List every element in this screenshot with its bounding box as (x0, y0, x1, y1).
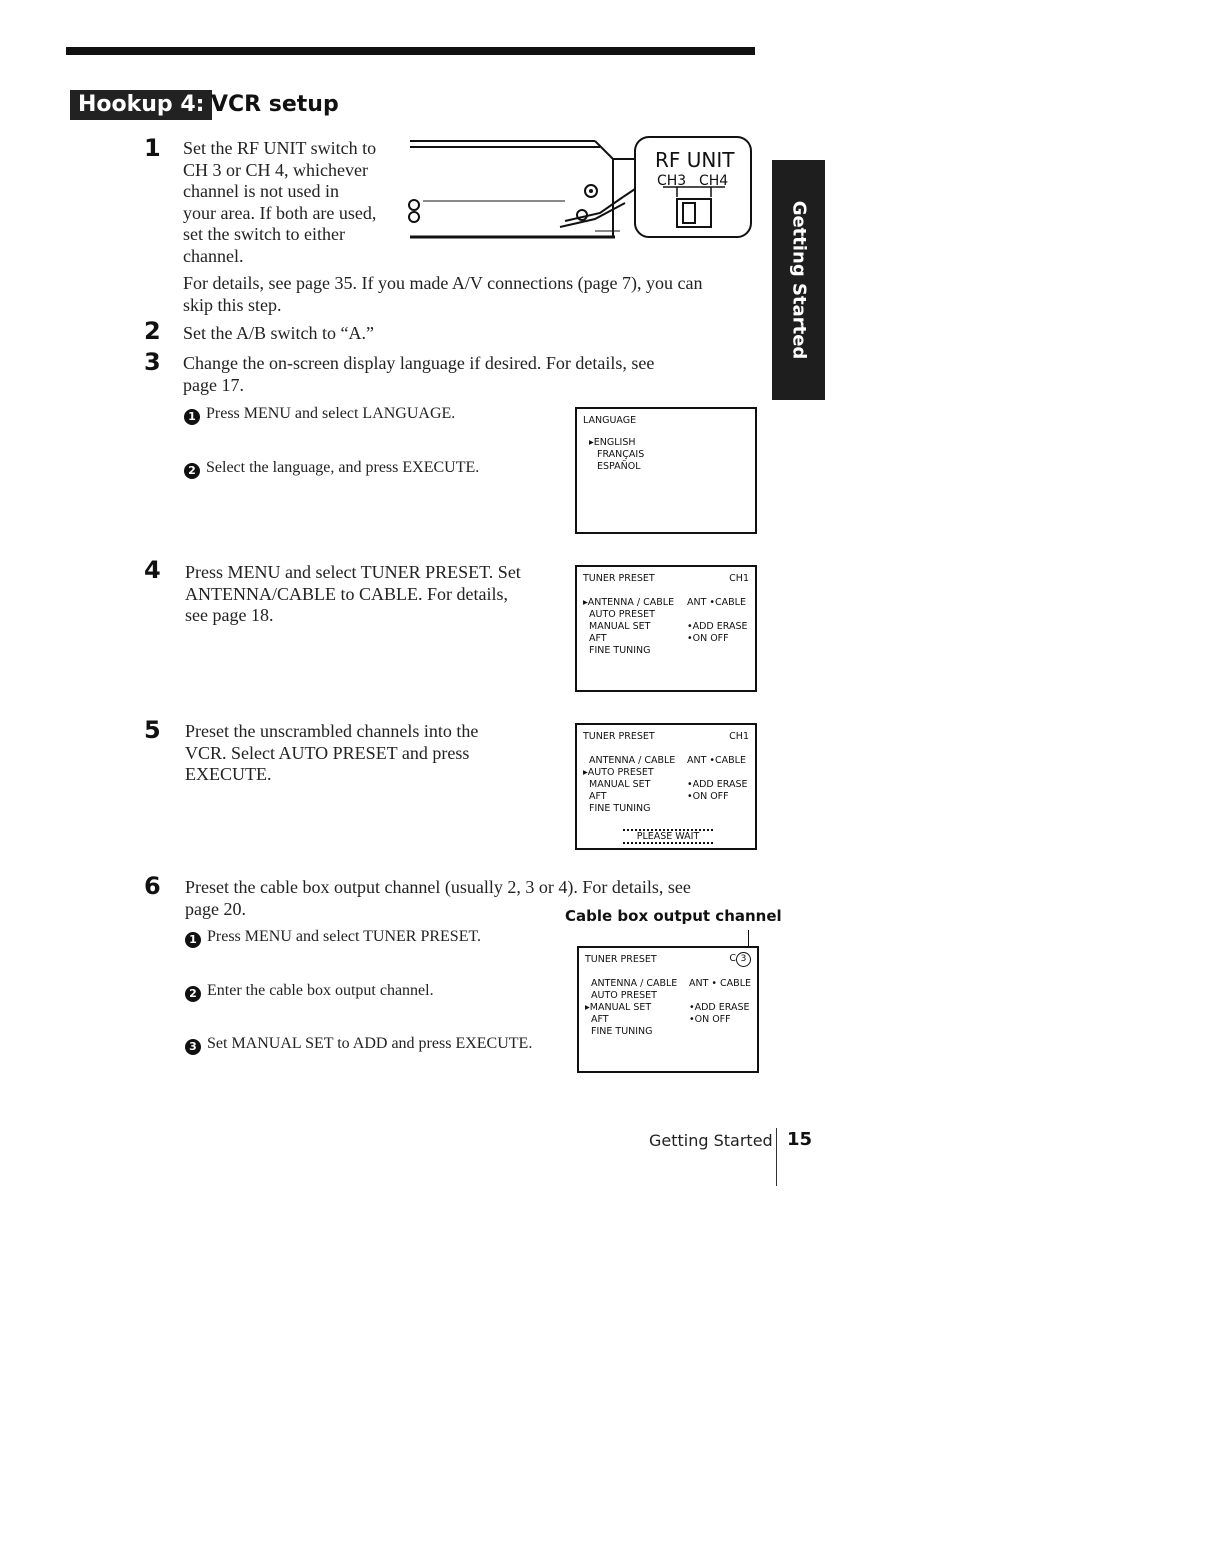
menu-row (583, 767, 749, 779)
menu-value: ANT •CABLE (687, 597, 746, 608)
menu-label: ▸AUTO PRESET (583, 767, 654, 778)
menu-row (591, 1026, 751, 1038)
rf-ch4-label: CH4 (699, 173, 729, 189)
substep-label: Select the language, and press EXECUTE. (206, 459, 480, 476)
menu-row (589, 609, 749, 621)
menu-label: AFT (591, 1014, 609, 1025)
language-item: ESPAÑOL (597, 461, 641, 472)
language-item: ▸ENGLISH (589, 437, 636, 448)
step-2-text: Set the A/B switch to “A.” (183, 323, 374, 343)
substep-label: Press MENU and select TUNER PRESET. (207, 928, 482, 945)
hookup-badge: Hookup 4: (70, 90, 212, 120)
text-line: EXECUTE. (185, 764, 272, 784)
footer-section-label: Getting Started (649, 1131, 773, 1150)
page-number: 15 (787, 1129, 813, 1150)
text-line: VCR. Select AUTO PRESET and press (185, 742, 470, 763)
substep-text (185, 1034, 532, 1055)
channel-prefix: C (729, 953, 736, 964)
step-1-text (183, 138, 413, 267)
menu-value: ANT •CABLE (687, 755, 746, 766)
text-line: Change the on-screen display language if desired. For details, see (183, 353, 655, 373)
bullet-icon: 3 (185, 1039, 201, 1055)
step-5-text (185, 721, 555, 786)
tuner-preset-screen-antenna (575, 565, 757, 692)
channel-indicator: CH1 (729, 573, 749, 584)
step-number: 2 (144, 317, 161, 345)
menu-row (589, 633, 749, 645)
menu-label: ▸MANUAL SET (585, 1002, 652, 1013)
menu-row (585, 1002, 751, 1014)
menu-row (589, 803, 749, 815)
screen-title: TUNER PRESET (583, 573, 655, 584)
menu-value: •ADD ERASE (687, 621, 748, 632)
text-line: CH 3 or CH 4, whichever (183, 159, 368, 180)
text-line: channel. (183, 245, 244, 266)
cable-box-callout: Cable box output channel (565, 907, 782, 925)
substep-text (184, 404, 455, 425)
menu-label: ▸ANTENNA / CABLE (583, 597, 675, 608)
please-wait-banner: PLEASE WAIT (623, 829, 713, 844)
top-rule (66, 47, 755, 55)
screen-title: TUNER PRESET (585, 954, 657, 965)
footer-divider (776, 1128, 777, 1186)
menu-value: •ON OFF (687, 633, 729, 644)
substep-label: Set MANUAL SET to ADD and press EXECUTE. (207, 1035, 533, 1052)
menu-label: MANUAL SET (589, 621, 651, 632)
step-1-details (183, 273, 763, 316)
step-4-text (185, 562, 555, 627)
substep-label: Enter the cable box output channel. (207, 982, 434, 999)
menu-value: •ON OFF (687, 791, 729, 802)
text-line: channel is not used in (183, 181, 339, 201)
section-title: VCR setup (211, 92, 339, 117)
text-line: For details, see page 35. If you made A/V connections (page 7), you can (183, 273, 703, 293)
substep-label: Press MENU and select LANGUAGE. (206, 405, 456, 422)
menu-label: FINE TUNING (589, 803, 651, 814)
text-line: page 17. (183, 374, 244, 395)
menu-value: •ADD ERASE (689, 1002, 750, 1013)
menu-row (589, 645, 749, 657)
step-number: 6 (144, 872, 161, 900)
menu-label: FINE TUNING (589, 645, 651, 656)
menu-value: ANT • CABLE (689, 978, 751, 989)
menu-label: ANTENNA / CABLE (589, 755, 676, 766)
menu-value: •ON OFF (689, 1014, 731, 1025)
step-number: 5 (144, 716, 161, 744)
menu-row (591, 1014, 751, 1026)
menu-row (589, 755, 749, 767)
text-line: Preset the cable box output channel (usually 2, 3 or 4). For details, see (185, 877, 691, 897)
menu-label: AUTO PRESET (591, 990, 657, 1001)
language-list (589, 437, 644, 473)
rf-unit-diagram (395, 133, 757, 243)
text-line: set the switch to either (183, 224, 345, 244)
text-line: page 20. (185, 898, 246, 919)
text-line: see page 18. (185, 605, 274, 625)
language-menu-screen (575, 407, 757, 534)
tuner-preset-screen-auto (575, 723, 757, 850)
substep-text (185, 927, 481, 948)
text-line: ANTENNA/CABLE to CABLE. For details, (185, 583, 508, 604)
tuner-preset-screen-manual (577, 946, 759, 1073)
bullet-icon: 1 (184, 409, 200, 425)
menu-label: ANTENNA / CABLE (591, 978, 678, 989)
channel-digit-circled: 3 (736, 952, 751, 967)
screen-title: TUNER PRESET (583, 731, 655, 742)
text-line: skip this step. (183, 294, 282, 315)
substep-text (184, 458, 479, 479)
text-line: Preset the unscrambled channels into the (185, 721, 479, 741)
rf-unit-label: RF UNIT (655, 148, 735, 172)
channel-indicator (729, 952, 751, 967)
channel-indicator: CH1 (729, 731, 749, 742)
menu-row (589, 779, 749, 791)
menu-row (589, 621, 749, 633)
menu-value: •ADD ERASE (687, 779, 748, 790)
bullet-icon: 2 (185, 986, 201, 1002)
text-line: Set the RF UNIT switch to (183, 138, 377, 158)
menu-row (589, 791, 749, 803)
step-3-text (183, 353, 763, 396)
menu-label: FINE TUNING (591, 1026, 653, 1037)
rf-ch3-label: CH3 (657, 173, 687, 189)
bullet-icon: 2 (184, 463, 200, 479)
bullet-icon: 1 (185, 932, 201, 948)
language-item: FRANÇAIS (597, 449, 645, 460)
step-number: 4 (144, 556, 161, 584)
menu-label: AUTO PRESET (589, 609, 655, 620)
menu-label: AFT (589, 791, 607, 802)
text-line: your area. If both are used, (183, 202, 377, 223)
step-number: 1 (144, 134, 161, 162)
menu-row (591, 990, 751, 1002)
menu-label: MANUAL SET (589, 779, 651, 790)
menu-row (591, 978, 751, 990)
side-tab (772, 160, 825, 400)
screen-title: LANGUAGE (583, 415, 637, 426)
step-number: 3 (144, 348, 161, 376)
menu-row (583, 597, 749, 609)
menu-label: AFT (589, 633, 607, 644)
text-line: Press MENU and select TUNER PRESET. Set (185, 562, 521, 582)
side-tab-label: Getting Started (788, 200, 809, 360)
substep-text (185, 981, 434, 1002)
